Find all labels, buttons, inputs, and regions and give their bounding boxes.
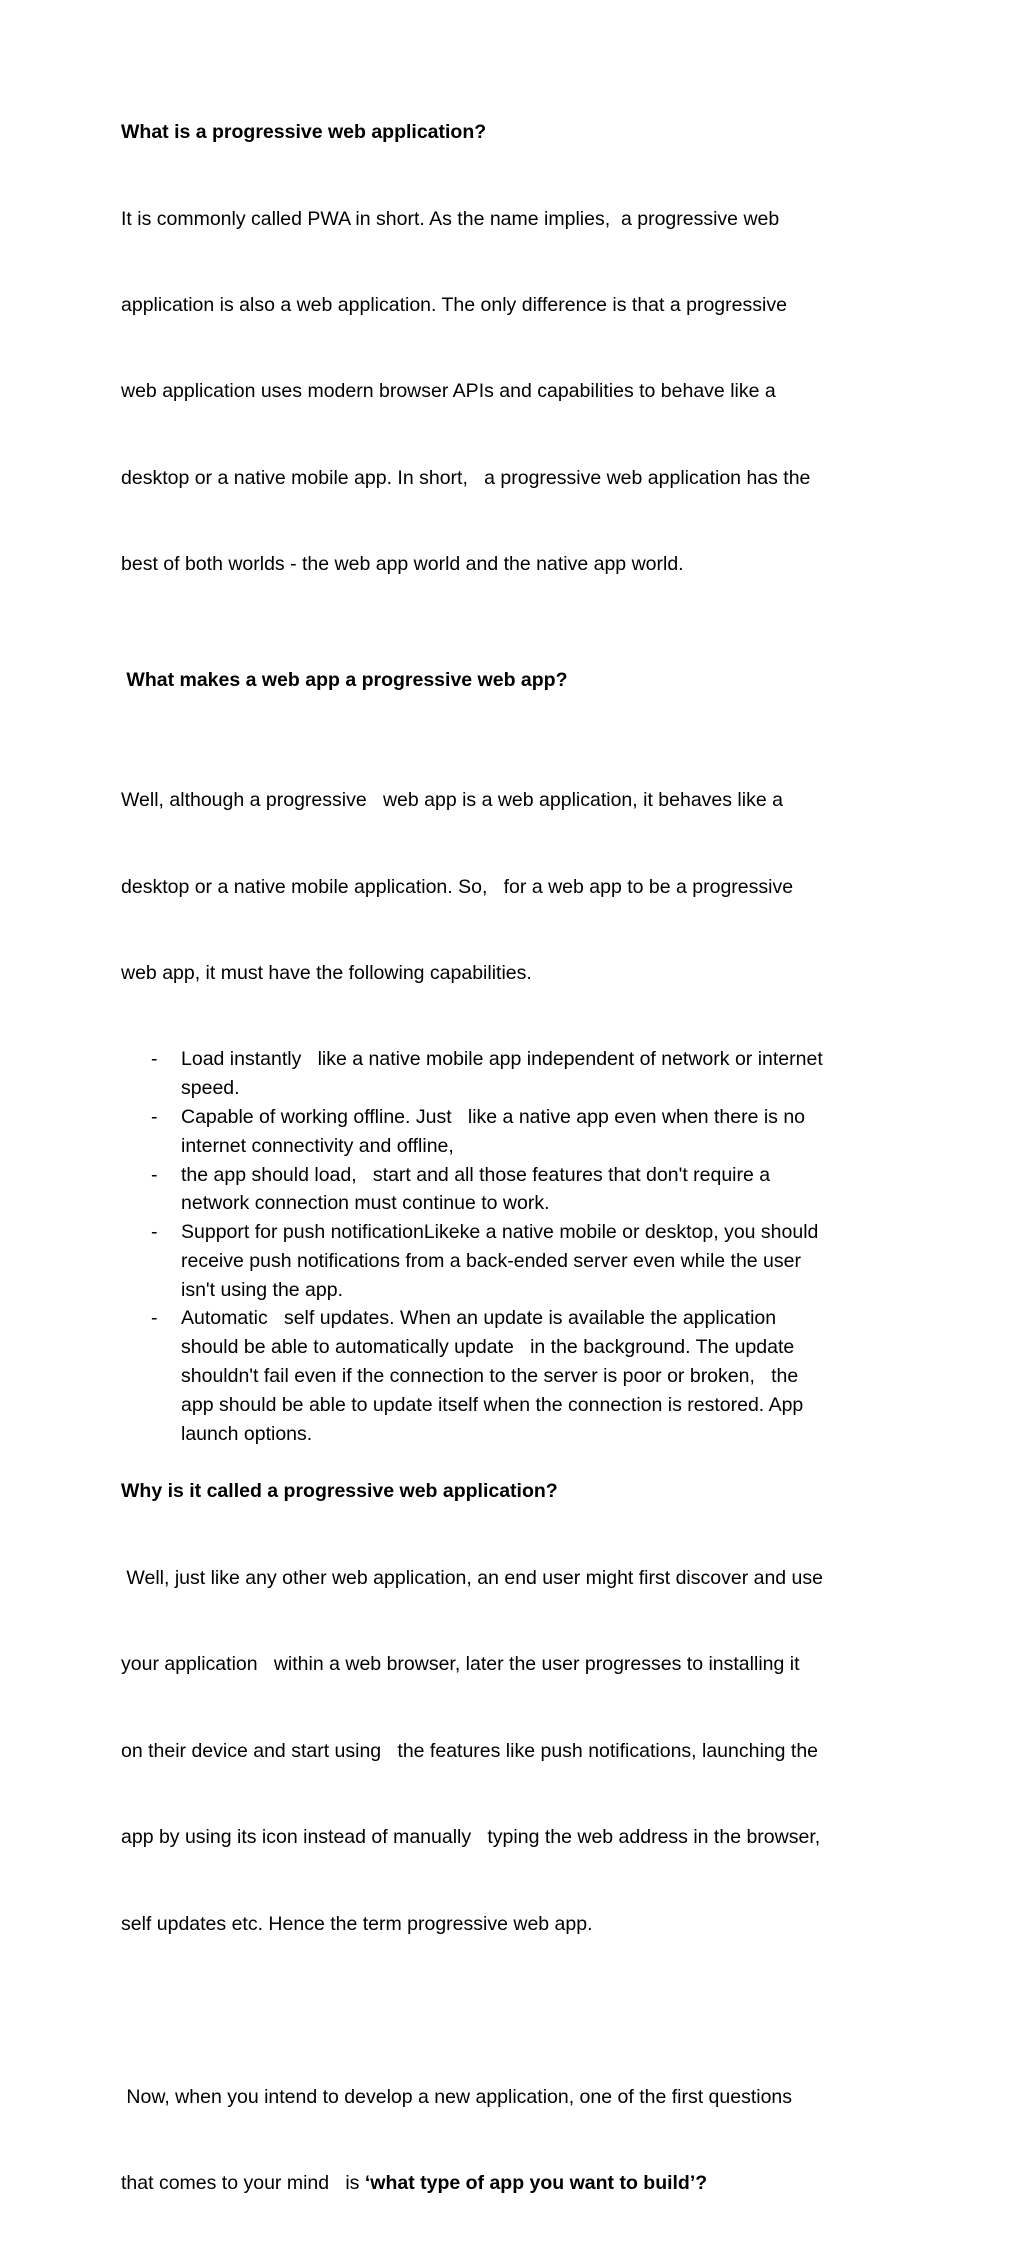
list-item-line: speed. bbox=[181, 1077, 240, 1100]
list-item-line: Support for push notificationLikeke a native mobile or desktop, you should bbox=[181, 1221, 819, 1244]
section-what-makes-pwa bbox=[121, 666, 921, 1449]
paragraph-line: app by using its icon instead of manually typing the web address in the browser, bbox=[121, 1826, 821, 1849]
bullet-dash: - bbox=[151, 1105, 158, 1128]
paragraph-line: application is also a web application. The only difference is that a progressive bbox=[121, 293, 787, 316]
paragraph-line bbox=[121, 2169, 921, 2198]
bullet-dash: - bbox=[151, 1163, 158, 1186]
paragraph-line: It is commonly called PWA in short. As the name implies, a progressive web bbox=[121, 207, 780, 230]
list-item-line: launch options. bbox=[181, 1422, 313, 1445]
bullet-dash: - bbox=[151, 1307, 158, 1330]
section-heading: What is a progressive web application? bbox=[121, 121, 487, 143]
closing-question: ‘what type of app you want to build’? bbox=[364, 2172, 708, 2194]
document-page bbox=[121, 118, 921, 2255]
section-paragraph bbox=[121, 147, 921, 637]
paragraph-line: web application uses modern browser APIs and capabilities to behave like a bbox=[121, 380, 776, 403]
list-item-line: should be able to automatically update in the background. The update bbox=[181, 1336, 795, 1359]
list-item bbox=[121, 1161, 921, 1219]
section-heading: Why is it called a progressive web application? bbox=[121, 1480, 558, 1503]
paragraph-line: web app, it must have the following capabilities. bbox=[121, 961, 532, 984]
list-item-line: internet connectivity and offline, bbox=[181, 1134, 454, 1157]
paragraph-line: desktop or a native mobile application. So, for a web app to be a progressive bbox=[121, 875, 794, 898]
capabilities-list bbox=[121, 1045, 921, 1448]
list-item bbox=[121, 1218, 921, 1304]
list-item-line: isn't using the app. bbox=[181, 1278, 343, 1301]
closing-paragraph bbox=[121, 2025, 921, 2255]
list-item-line: Capable of working offline. Just like a native app even when there is no bbox=[181, 1105, 806, 1128]
paragraph-line: on their device and start using the features like push notifications, launching the bbox=[121, 1739, 819, 1762]
list-item-line: receive push notifications from a back-ended server even while the user bbox=[181, 1249, 801, 1272]
paragraph-line: desktop or a native mobile app. In short, a progressive web application has the bbox=[121, 466, 811, 489]
section-what-is-pwa bbox=[121, 118, 921, 637]
list-item-line: app should be able to update itself when the connection is restored. App bbox=[181, 1393, 804, 1416]
list-item-line: shouldn't fail even if the connection to the server is poor or broken, the bbox=[181, 1365, 799, 1388]
paragraph-line: your application within a web browser, later the user progresses to installing it bbox=[121, 1653, 800, 1676]
bullet-dash: - bbox=[151, 1221, 158, 1244]
list-item-line: Load instantly like a native mobile app independent of network or internet bbox=[181, 1048, 823, 1071]
list-item-line: network connection must continue to work. bbox=[181, 1192, 550, 1215]
paragraph-line: Now, when you intend to develop a new application, one of the first questions bbox=[121, 2085, 793, 2108]
paragraph-line: Well, although a progressive web app is a web application, it behaves like a bbox=[121, 789, 783, 812]
list-item-line: the app should load, start and all those features that don't require a bbox=[181, 1163, 771, 1186]
section-paragraph bbox=[121, 1506, 921, 1996]
closing-text: that comes to your mind is bbox=[121, 2172, 365, 2194]
section-why-called-pwa bbox=[121, 1477, 921, 1996]
paragraph-line: best of both worlds - the web app world and the native app world. bbox=[121, 553, 684, 576]
list-item-line: Automatic self updates. When an update is available the application bbox=[181, 1307, 777, 1330]
section-heading: What makes a web app a progressive web app? bbox=[121, 668, 568, 691]
bullet-dash: - bbox=[151, 1048, 158, 1071]
paragraph-line: Well, just like any other web application, an end user might first discover and use bbox=[121, 1567, 823, 1590]
list-item bbox=[121, 1103, 921, 1161]
list-item bbox=[121, 1304, 921, 1448]
list-item bbox=[121, 1045, 921, 1103]
paragraph-line: self updates etc. Hence the term progressive web app. bbox=[121, 1912, 593, 1935]
section-paragraph bbox=[121, 729, 921, 1046]
